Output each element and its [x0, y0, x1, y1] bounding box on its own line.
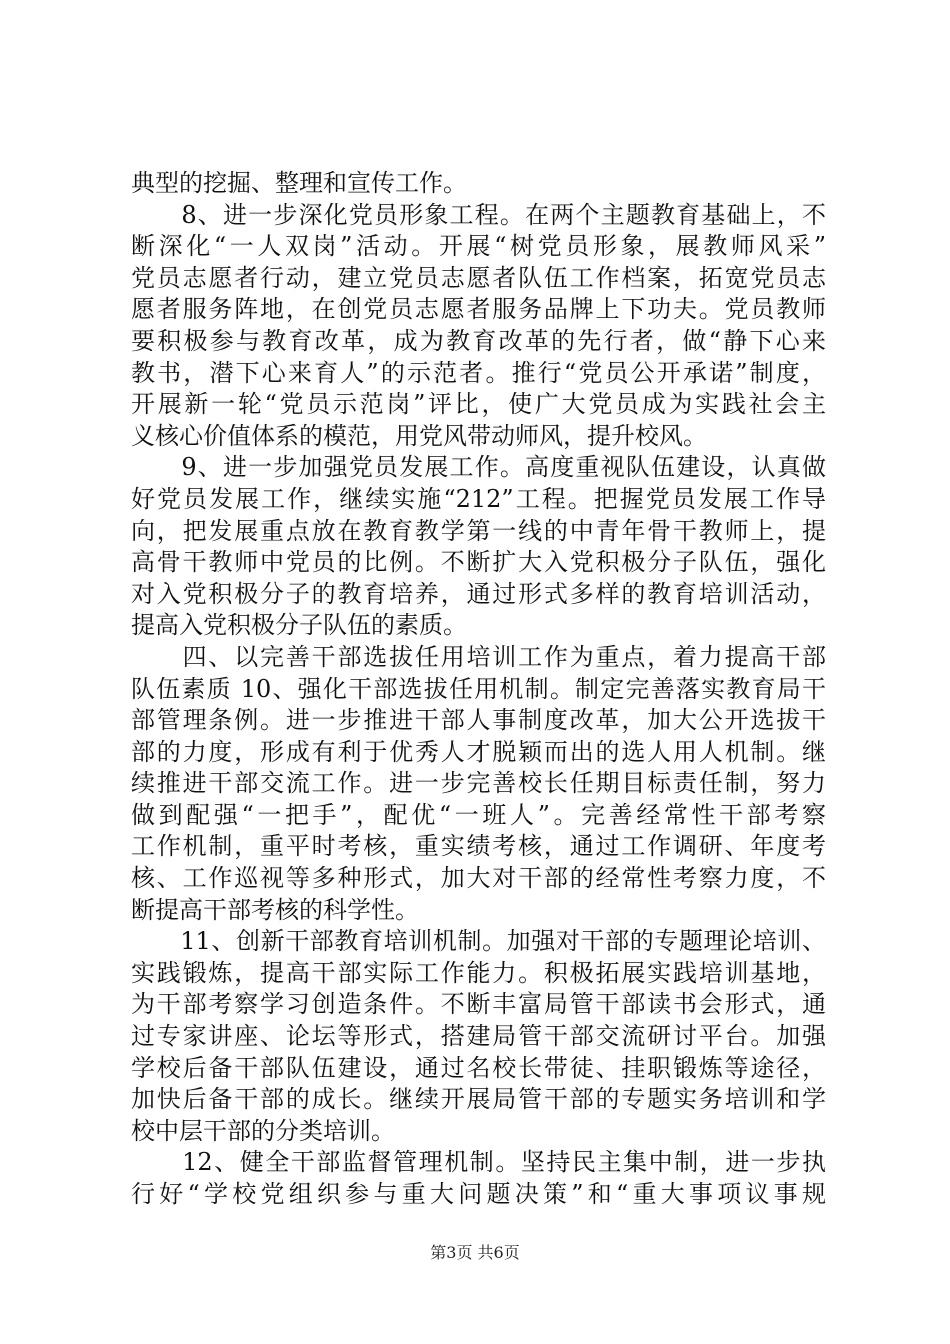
text-line: 续推进干部交流工作。进一步完善校长任期目标责任制，努力 [131, 769, 826, 798]
text-line: 11、创新干部教育培训机制。加强对干部的专题理论培训、 [131, 927, 826, 956]
text-line: 愿者服务阵地，在创党员志愿者服务品牌上下功夫。党员教师 [131, 295, 826, 324]
text-line: 行好“学校党组织参与重大问题决策”和“重大事项议事规 [131, 1180, 826, 1208]
text-line: 断深化“一人双岗”活动。开展“树党员形象，展教师风采” [131, 232, 826, 261]
text-line: 12、健全干部监督管理机制。坚持民主集中制，进一步执 [131, 1148, 826, 1177]
text-line: 学校后备干部队伍建设，通过名校长带徒、挂职锻炼等途径， [131, 1053, 826, 1082]
text-line: 四、以完善干部选拔任用培训工作为重点，着力提高干部 [131, 642, 826, 671]
text-line: 开展新一轮“党员示范岗”评比，使广大党员成为实践社会主 [131, 390, 826, 419]
text-line: 教书，潜下心来育人”的示范者。推行“党员公开承诺”制度， [131, 358, 826, 387]
text-line: 典型的挖掘、整理和宣传工作。 [131, 169, 467, 197]
text-line: 党员志愿者行动，建立党员志愿者队伍工作档案，拓宽党员志 [131, 263, 826, 292]
page-footer: 第3页 共6页 [430, 1243, 520, 1262]
text-line: 过专家讲座、论坛等形式，搭建局管干部交流研讨平台。加强 [131, 1022, 826, 1051]
text-line: 向，把发展重点放在教育教学第一线的中青年骨干教师上，提 [131, 516, 826, 545]
text-line: 要积极参与教育改革，成为教育改革的先行者，做“静下心来 [131, 326, 826, 355]
text-line: 断提高干部考核的科学性。 [131, 895, 419, 924]
text-line: 高骨干教师中党员的比例。不断扩大入党积极分子队伍，强化 [131, 548, 826, 577]
text-line: 提高入党积极分子队伍的素质。 [131, 611, 467, 640]
text-line: 校中层干部的分类培训。 [131, 1116, 395, 1145]
text-line: 义核心价值体系的模范，用党风带动师风，提升校风。 [131, 421, 707, 450]
text-line: 做到配强“一把手”，配优“一班人”。完善经常性干部考察 [131, 800, 826, 829]
document-body [131, 168, 826, 1211]
text-line: 为干部考察学习创造条件。不断丰富局管干部读书会形式，通 [131, 990, 826, 1019]
text-line: 好党员发展工作，继续实施“212”工程。把握党员发展工作导 [131, 484, 826, 513]
text-line: 加快后备干部的成长。继续开展局管干部的专题实务培训和学 [131, 1085, 826, 1114]
text-line: 核、工作巡视等多种形式，加大对干部的经常性考察力度，不 [131, 864, 826, 893]
text-line: 8、进一步深化党员形象工程。在两个主题教育基础上，不 [131, 200, 826, 229]
text-line: 队伍素质 10、强化干部选拔任用机制。制定完善落实教育局干 [131, 674, 826, 703]
text-line: 对入党积极分子的教育培养，通过形式多样的教育培训活动， [131, 579, 826, 608]
text-line: 工作机制，重平时考核，重实绩考核，通过工作调研、年度考 [131, 832, 826, 861]
text-line: 9、进一步加强党员发展工作。高度重视队伍建设，认真做 [131, 453, 826, 482]
text-line: 部的力度，形成有利于优秀人才脱颖而出的选人用人机制。继 [131, 737, 826, 766]
text-line: 实践锻炼，提高干部实际工作能力。积极拓展实践培训基地， [131, 958, 826, 987]
text-line: 部管理条例。进一步推进干部人事制度改革，加大公开选拔干 [131, 706, 826, 735]
